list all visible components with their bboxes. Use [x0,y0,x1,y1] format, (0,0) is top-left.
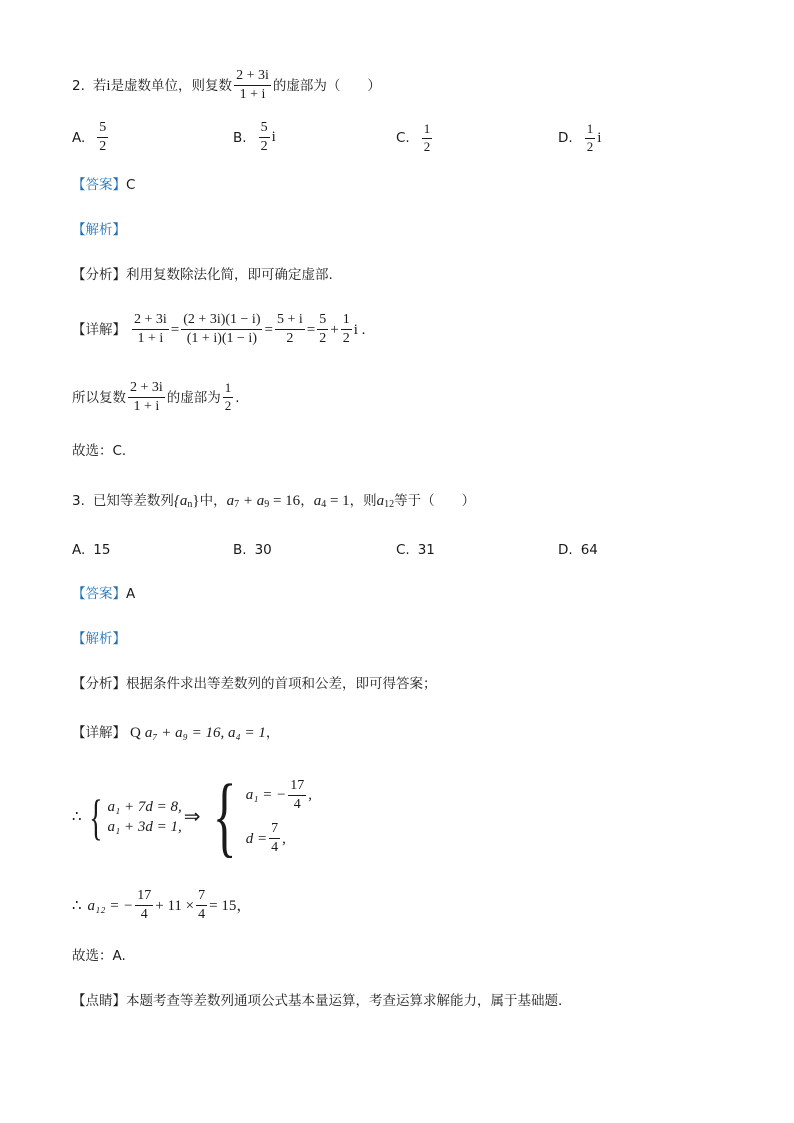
left-brace: { [88,789,103,845]
cond-value: = 1 [326,493,350,509]
so-end: . [235,389,240,406]
q3-stem-text-b: 中， [199,492,227,509]
frac-num: 2 + 3i [132,312,169,330]
q2-frac-num: 2 + 3i [234,68,271,86]
frac-num: 2 + 3i [128,380,165,398]
option-value: 15 [93,542,111,558]
detail-equation: a₇ + a₉ = 16, a₄ = 1 [144,725,266,741]
option-letter: A. [72,542,86,558]
therefore-symbol: ∴ [72,809,82,825]
option-letter: D. [558,542,573,558]
target-var: a [376,493,385,509]
q3-detail [72,724,279,742]
so-answer-fraction [223,381,234,414]
comment-text: 本题考查等差数列通项公式基本量运算，考查运算求解能力，属于基础题. [126,993,563,1009]
choose-text: 故选：A. [72,948,126,964]
q3-option-d [558,542,598,558]
q3-sequence-close: } [192,493,200,509]
answer-tag: 【答案】 [72,177,126,193]
frac-den: 1 + i [137,331,164,347]
q3-choose [72,948,126,964]
q3-analysis [72,631,126,647]
option-den: 2 [99,139,107,155]
choose-text: 故选：C. [72,443,127,459]
frac-num: 1 [341,312,352,330]
option-den: 2 [260,139,268,155]
cond-var: + a [239,493,265,509]
frac-den: 2 [286,331,294,347]
system-1 [108,798,182,836]
frac-num: (2 + 3i)(1 − i) [181,312,262,330]
final-fraction-2 [196,888,207,923]
q2-fenxi [72,267,333,283]
option-suffix: i [271,129,276,146]
q3-stem-text-c: ，则 [349,492,377,509]
line-fraction [288,778,306,813]
frac-num: 7 [269,821,280,839]
frac-den: 4 [271,840,279,856]
q3-fenxi [72,676,437,692]
frac-num: 7 [196,888,207,906]
system-line [246,821,312,856]
cond-sub: 9 [264,499,270,510]
q3-comment [72,993,562,1009]
system-line: a₁ + 7d = 8, [107,799,182,815]
analysis-tag: 【解析】 [72,222,126,238]
therefore-symbol: ∴ [72,897,82,914]
q3-option-c [396,542,435,558]
cond-var: a [313,493,322,509]
detail-frac-1 [132,312,169,347]
line-text: d = [245,830,268,847]
option-suffix: i [597,129,602,146]
q2-stem-text-a: 若 [92,77,107,94]
equals-sign: = [170,321,180,338]
frac-num: 5 + i [275,312,305,330]
q2-option-c [396,122,434,155]
option-value: 31 [417,542,435,558]
detail-tail: i . [353,321,366,338]
so-text-b: 的虚部为 [166,389,221,406]
option-num: 1 [585,122,596,139]
target-sub: 12 [384,499,395,510]
q2-stem-text-c: 的虚部为（ ） [272,77,381,94]
q3-sequence: {a [173,493,188,509]
q3-number: 3. [72,492,85,509]
q2-stem-text-b: 是虚数单位，则复数 [110,77,233,94]
implies-arrow: ⇒ [183,806,201,828]
option-value: 64 [580,542,598,558]
q2-option-a [72,120,110,155]
so-fraction [128,380,165,415]
final-fraction-1 [135,888,153,923]
option-den: 2 [586,138,594,154]
option-letter: D. [558,130,573,147]
frac-den: (1 + i)(1 − i) [186,331,257,347]
plus-sign: + [330,321,339,338]
system-2 [246,778,312,856]
final-end: = 15， [209,897,252,914]
cond-var: a [226,493,235,509]
line-text: a₁ = − [245,787,287,804]
q2-frac-den: 1 + i [239,87,266,103]
option-fraction [259,120,270,155]
detail-tag: 【详解】 [72,321,126,338]
frac-den: 4 [293,796,301,812]
line-fraction [269,821,280,856]
option-value: 30 [254,542,272,558]
frac-num: 1 [223,381,234,398]
line-end: , [308,787,312,804]
option-letter: C. [396,542,410,558]
fenxi-tag: 【分析】 [72,267,126,283]
because-symbol: Q [130,725,141,741]
so-text-a: 所以复数 [72,389,126,406]
frac-den: 1 + i [133,399,160,415]
q2-stem [72,68,381,103]
q3-answer [72,586,135,602]
frac-den: 2 [319,331,327,347]
option-fraction [585,122,596,155]
fenxi-text: 利用复数除法化简，即可确定虚部. [126,267,333,283]
q2-number: 2. [72,77,85,94]
q3-system [72,767,312,866]
q2-conclusion [72,380,240,415]
detail-frac-2 [181,312,262,347]
answer-value: C [126,177,136,193]
q2-choose [72,443,126,459]
option-letter: A. [72,129,86,146]
answer-tag: 【答案】 [72,586,126,602]
analysis-tag: 【解析】 [72,631,126,647]
cond-sub: 4 [321,499,327,510]
option-num: 5 [259,120,270,138]
q3-stem-text-a: 已知等差数列 [92,492,174,509]
q2-i-unit: i [106,77,111,94]
q2-option-d [558,122,601,155]
q3-option-b [233,542,272,558]
system-line [246,778,312,813]
equals-sign: = [264,321,273,338]
q2-analysis [72,222,126,238]
frac-den: 4 [198,907,206,923]
option-num: 1 [422,122,433,139]
detail-frac-3 [275,312,305,347]
option-fraction [422,122,433,155]
line-end: , [282,830,286,847]
frac-den: 2 [224,398,232,414]
q2-option-b [233,120,276,155]
q2-fraction [234,68,271,103]
frac-num: 17 [135,888,153,906]
option-letter: B. [233,542,247,558]
detail-frac-5 [341,312,352,347]
frac-num: 5 [317,312,328,330]
comment-tag: 【点睛】 [72,993,126,1009]
q3-final [72,888,251,923]
option-num: 5 [97,120,108,138]
final-text: a₁₂ = − [87,897,134,914]
fenxi-text: 根据条件求出等差数列的首项和公差，即可得答案； [126,676,437,692]
frac-den: 4 [140,907,148,923]
answer-value: A [126,586,136,602]
option-letter: C. [396,130,410,147]
cond-value: = 16 [269,493,301,509]
left-brace: { [212,767,237,866]
q3-stem-text-d: 等于（ ） [394,492,476,509]
q3-sequence-sub: n [187,499,193,510]
detail-tag: 【详解】 [72,724,126,741]
detail-frac-4 [317,312,328,347]
frac-den: 2 [342,331,350,347]
q3-option-a [72,542,110,558]
system-line: a₁ + 3d = 1, [107,819,182,835]
option-letter: B. [233,129,247,146]
option-den: 2 [423,138,431,154]
q3-stem [72,492,475,510]
detail-end: ， [265,724,280,741]
option-fraction [97,120,108,155]
q2-detail [72,312,365,347]
equals-sign: = [306,321,316,338]
final-mid: + 11 × [155,897,195,914]
fenxi-tag: 【分析】 [72,676,126,692]
comma: ， [300,492,314,509]
cond-sub: 7 [234,499,240,510]
frac-num: 17 [288,778,306,796]
q2-answer [72,177,135,193]
